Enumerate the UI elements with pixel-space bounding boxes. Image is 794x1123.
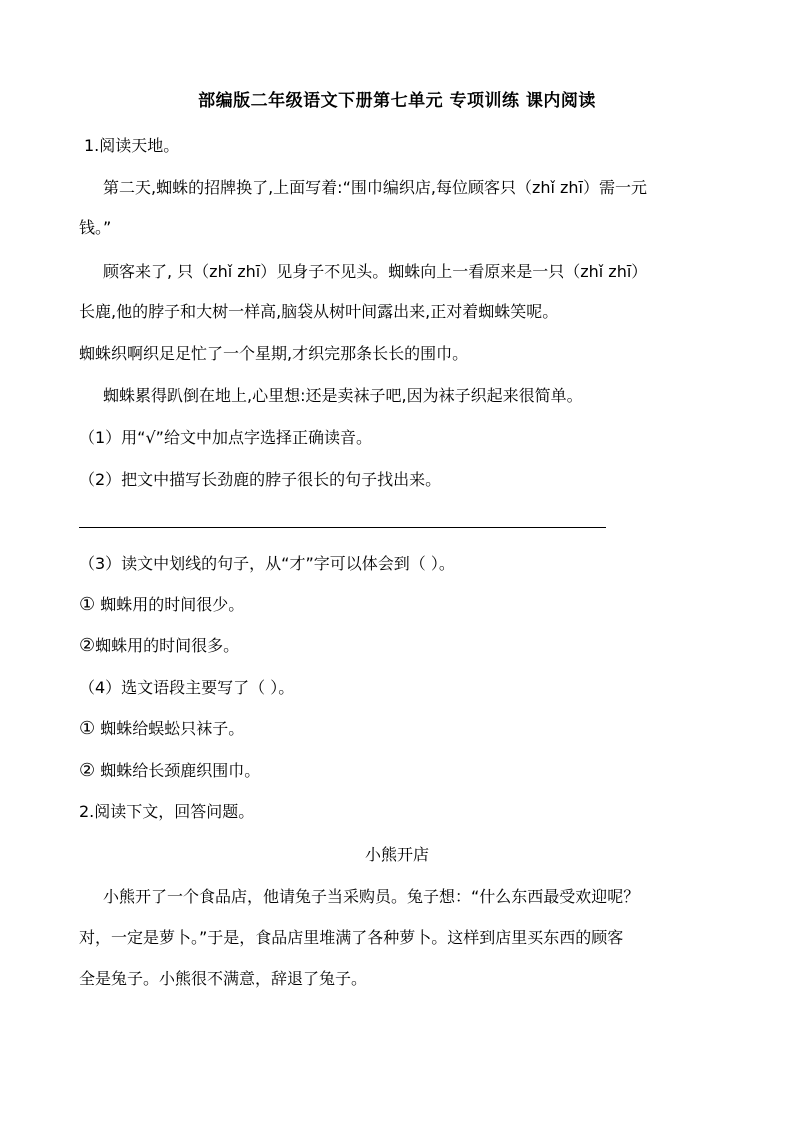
question-2-heading: 2.阅读下文，回答问题。: [79, 802, 255, 821]
q1-paragraph-1-line-2: 钱。”: [79, 218, 112, 237]
q1-paragraph-3: 蜘蛛织啊织足足忙了一个星期,才织完那条长长的围巾。: [79, 344, 469, 363]
option-marker: ②: [79, 760, 96, 781]
q1-sub4-option-2: [79, 760, 260, 782]
q1-paragraph-2-line-2: 长鹿,他的脖子和大树一样高,脑袋从树叶间露出来,正对着蜘蛛笑呢。: [79, 302, 559, 321]
q1-subquestion-4: （4）选文语段主要写了（ ）。: [79, 678, 295, 697]
q1-paragraph-2-line-1: 顾客来了, 只（zhǐ zhī）见身子不见头。蜘蛛向上一看原来是一只（zhǐ zhī）: [103, 262, 648, 281]
q1-subquestion-2: （2）把文中描写长劲鹿的脖子很长的句子找出来。: [79, 470, 442, 489]
question-1-heading: 1.阅读天地。: [84, 136, 180, 155]
answer-line[interactable]: [79, 527, 606, 528]
option-marker: ①: [79, 718, 96, 739]
q2-paragraph-1-line-3: 全是兔子。小熊很不满意，辞退了兔子。: [79, 969, 368, 988]
q1-paragraph-1-line-1: 第二天,蜘蛛的招牌换了,上面写着:“围巾编织店,每位顾客只（zhǐ zhī）需一元: [103, 178, 647, 197]
option-text: 蜘蛛用的时间很少。: [95, 595, 245, 614]
q1-sub3-option-1: [79, 594, 244, 616]
q1-paragraph-4: 蜘蛛累得趴倒在地上,心里想:还是卖袜子吧,因为袜子织起来很简单。: [103, 386, 583, 405]
page-title: 部编版二年级语文下册第七单元 专项训练 课内阅读: [198, 91, 596, 111]
q1-sub3-option-2: [79, 635, 239, 657]
option-marker: ②: [79, 635, 96, 656]
story-title: 小熊开店: [364, 845, 429, 864]
option-text: 蜘蛛用的时间很多。: [95, 636, 240, 655]
q1-sub4-option-1: [79, 718, 244, 740]
q1-subquestion-3: （3）读文中划线的句子，从“才”字可以体会到（ ）。: [79, 554, 455, 573]
option-text: 蜘蛛给蜈蚣只袜子。: [95, 719, 245, 738]
q2-paragraph-1-line-1: 小熊开了一个食品店，他请兔子当采购员。兔子想：“什么东西最受欢迎呢？: [103, 887, 640, 906]
option-text: 蜘蛛给长颈鹿织围巾。: [95, 761, 261, 780]
option-marker: ①: [79, 594, 96, 615]
q1-subquestion-1: （1）用“√”给文中加点字选择正确读音。: [79, 428, 372, 447]
q2-paragraph-1-line-2: 对，一定是萝卜。”于是，食品店里堆满了各种萝卜。这样到店里买东西的顾客: [79, 928, 624, 947]
